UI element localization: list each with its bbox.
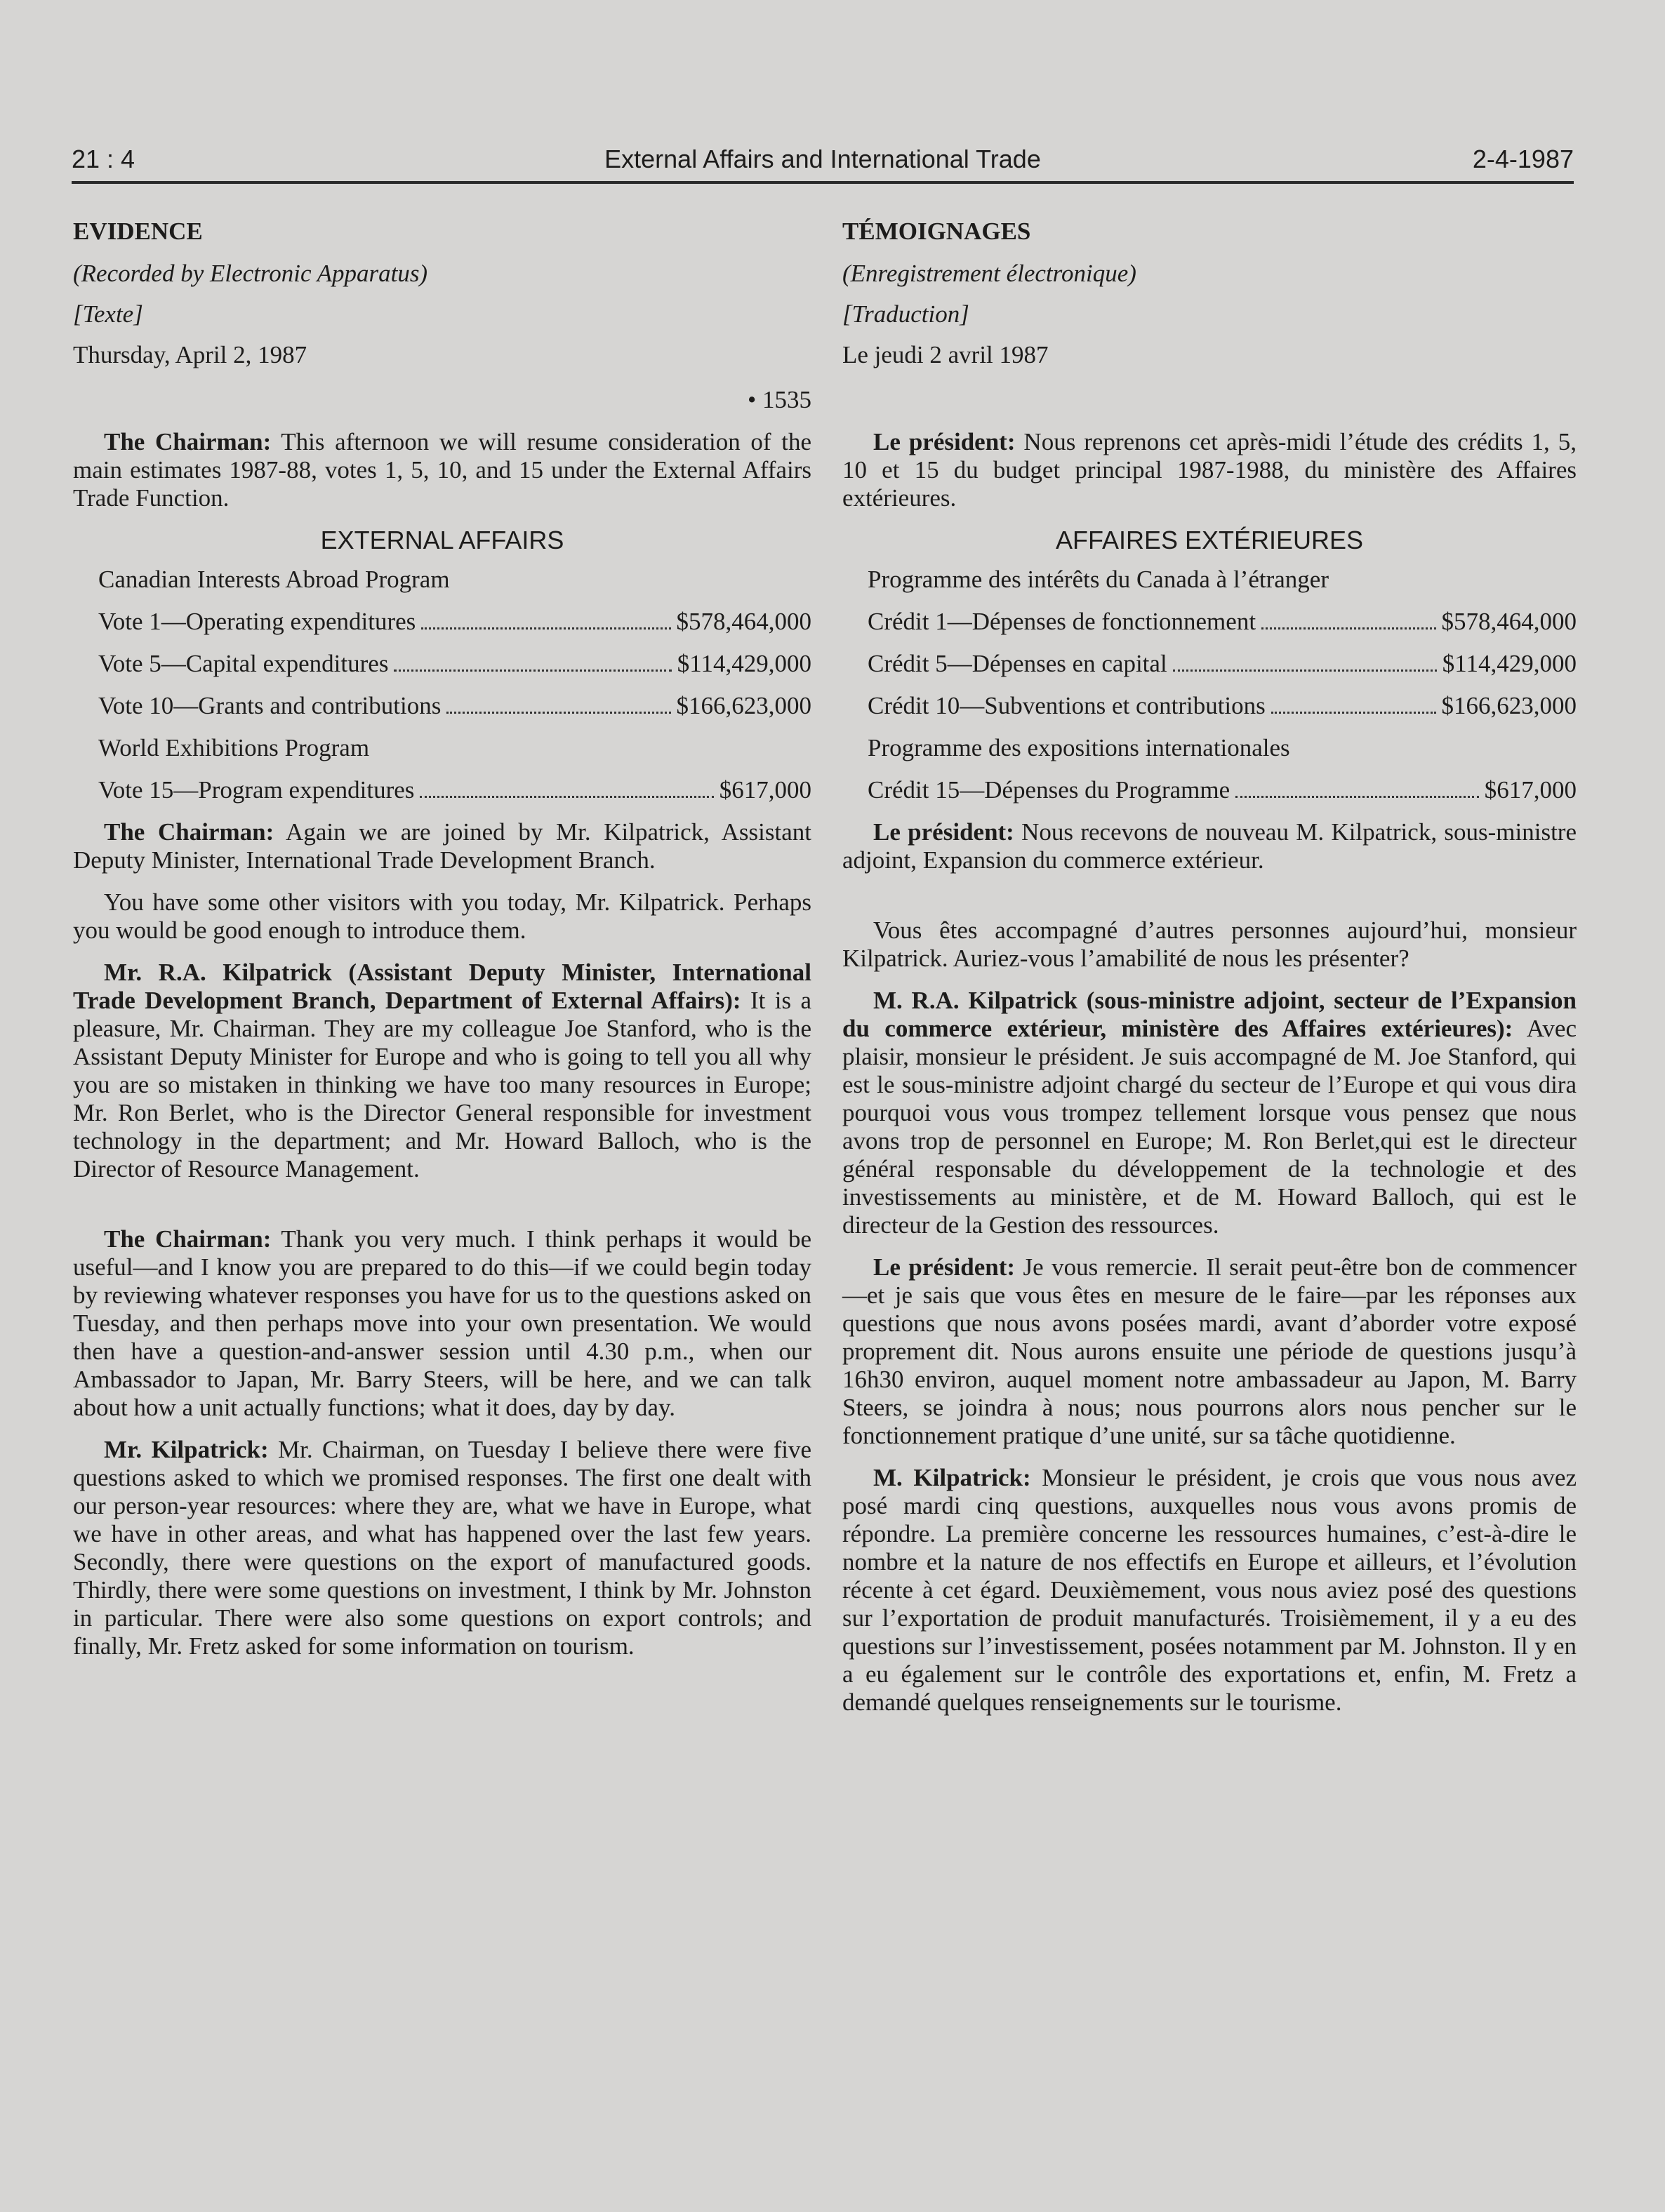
speaker: Mr. R.A. Kilpatrick (Assistant Deputy Minister, International Trade Development Branch, Department of External Affairs): (73, 959, 811, 1014)
speaker: Le président: (873, 818, 1014, 846)
committee-title: External Affairs and International Trade (604, 145, 1041, 173)
estimates-heading: EXTERNAL AFFAIRS (320, 526, 564, 554)
session-date: Thursday, April 2, 1987 (73, 341, 307, 368)
program-name: World Exhibitions Program (98, 734, 370, 761)
paragraph: You have some other visitors with you today, Mr. Kilpatrick. Perhaps you would be good enough to introduce them. (73, 888, 811, 944)
program-name: Programme des intérêts du Canada à l’étranger (868, 566, 1329, 593)
paragraph: Vous êtes accompagné d’autres personnes aujourd’hui, monsieur Kilpatrick. Auriez-vous l’amabilité de nous les présenter? (842, 917, 1577, 972)
estimates-heading: AFFAIRES EXTÉRIEURES (1055, 526, 1364, 554)
recording-note: (Recorded by Electronic Apparatus) (73, 260, 428, 287)
paragraph: The Chairman: Thank you very much. I think perhaps it would be useful—and I know you are prepared to do this—if we could begin today by reviewing whatever responses you have for us to the questions asked on Tuesday, and then perhaps move into your own presentation. We would then have a question-and-answer session until 4.30 p.m., when our Ambassador to Japan, Mr. Barry Steers, will be here, and we can talk about how a unit actually functions; what it does, day by day. (73, 1225, 811, 1421)
paragraph: M. Kilpatrick: Monsieur le président, je crois que vous nous avez posé mardi cinq questions, auxquelles nous vous avons promis de répondre. La première concerne les ressources humaines, c’est-à-dire le nombre et la nature de nos effectifs en Europe et ailleurs, et l’évolution récente à cet égard. Deuxièmement, vous nous aviez posé des questions sur l’exportation de produit manufacturés. Troisièmement, il y a eu des questions sur l’investissement, posées notamment par M. Johnston. Il y en a eu également sur le contrôle des exportations et, enfin, M. Fretz a demandé quelques renseignements sur le tourisme. (842, 1464, 1577, 1716)
program-name: Programme des expositions internationales (868, 734, 1290, 761)
vote-line: Vote 5—Capital expenditures $114,429,000 (98, 650, 811, 677)
speaker: The Chairman: (104, 818, 274, 846)
paragraph: The Chairman: Again we are joined by Mr. Kilpatrick, Assistant Deputy Minister, International Trade Development Branch. (73, 818, 812, 874)
text-note: [Texte] (73, 300, 143, 328)
translation-note: [Traduction] (842, 300, 969, 328)
speaker: Mr. Kilpatrick: (104, 1436, 269, 1463)
vote-line: Crédit 5—Dépenses en capital $114,429,000 (868, 650, 1577, 677)
paragraph: Le président: Nous reprenons cet après-midi l’étude des crédits 1, 5, 10 et 15 du budget principal 1987-1988, du ministère des Affaires extérieures. (842, 428, 1577, 512)
speaker: M. Kilpatrick: (873, 1464, 1031, 1491)
speaker: The Chairman: (104, 1225, 272, 1253)
vote-line: Crédit 1—Dépenses de fonctionnement $578,464,000 (868, 608, 1577, 635)
paragraph: Mr. R.A. Kilpatrick (Assistant Deputy Minister, International Trade Development Branch, Department of External Affairs): It is a pleasure, Mr. Chairman. They are my colleague Joe Stanford, who is the Assistant Deputy Minister for Europe and who is going to tell you all why you are so mistaken in thinking we have too many resources in Europe; Mr. Ron Berlet, who is the Director General responsible for investment technology in the department; and Mr. Howard Balloch, who is the Director of Resource Management. (73, 959, 811, 1182)
time-stamp: • 1535 (747, 386, 811, 413)
paragraph: Le président: Nous recevons de nouveau M. Kilpatrick, sous-ministre adjoint, Expansion du commerce extérieur. (842, 818, 1577, 874)
header-rule (72, 181, 1574, 184)
session-date: Le jeudi 2 avril 1987 (842, 341, 1049, 368)
paragraph: M. R.A. Kilpatrick (sous-ministre adjoint, secteur de l’Expansion du commerce extérieur, ministère des Affaires extérieures): Avec plaisir, monsieur le président. Je suis accompagné de M. Joe Stanford, qui est le sous-ministre adjoint chargé du secteur de l’Europe et qui vous dira pourquoi vous vous trompez tellement lorsque vous pensez que nous avons trop de personnel en Europe; M. Ron Berlet,qui est le directeur général responsable du développement de la technologie et des investissements au ministère, et de M. Howard Balloch, qui est le directeur de la Gestion des ressources. (842, 987, 1577, 1239)
speaker: Le président: (873, 428, 1016, 455)
speaker: Le président: (873, 1253, 1016, 1281)
vote-line: Vote 1—Operating expenditures $578,464,000 (98, 608, 811, 635)
english-column (73, 218, 811, 1674)
vote-line: Crédit 10—Subventions et contributions $166,623,000 (868, 692, 1577, 719)
page-number: 21 : 4 (72, 145, 135, 173)
speaker: M. R.A. Kilpatrick (sous-ministre adjoint, secteur de l’Expansion du commerce extérieur, ministère des Affaires extérieures): (842, 987, 1577, 1042)
section-title: TÉMOIGNAGES (842, 218, 1031, 245)
paragraph: Le président: Je vous remercie. Il serait peut-être bon de commencer—et je sais que vous êtes en mesure de le faire—par les réponses aux questions que nous avons posées mardi, avant d’aborder votre exposé proprement dit. Nous aurons ensuite une période de questions jusqu’à 16h30 environ, auquel moment notre ambassadeur au Japon, M. Barry Steers, se joindra à nous; nous pourrons alors nous pencher sur le fonctionnement pratique d’une unité, sur sa tâche quotidienne. (842, 1253, 1577, 1449)
recording-note: (Enregistrement électronique) (842, 260, 1136, 287)
french-column (842, 218, 1577, 1731)
running-header (72, 145, 1574, 180)
vote-line: Vote 15—Program expenditures $617,000 (98, 776, 811, 804)
vote-line: Vote 10—Grants and contributions $166,623,000 (98, 692, 811, 719)
paragraph: The Chairman: This afternoon we will resume consideration of the main estimates 1987-88, votes 1, 5, 10, and 15 under the External Affairs Trade Function. (73, 428, 811, 512)
speaker: The Chairman: (104, 428, 272, 455)
program-name: Canadian Interests Abroad Program (98, 566, 450, 593)
section-title: EVIDENCE (73, 218, 203, 245)
vote-line: Crédit 15—Dépenses du Programme $617,000 (868, 776, 1577, 804)
paragraph: Mr. Kilpatrick: Mr. Chairman, on Tuesday I believe there were five questions asked to which we promised responses. The first one dealt with our person-year resources: where they are, what we have in Europe, what we have in other areas, and what has happened over the last few years. Secondly, there were questions on the export of manufactured goods. Thirdly, there were some questions on investment, I think by Mr. Johnston in particular. There were also some questions on export controls; and finally, Mr. Fretz asked for some information on tourism. (73, 1436, 811, 1660)
header-date: 2-4-1987 (1472, 145, 1574, 173)
